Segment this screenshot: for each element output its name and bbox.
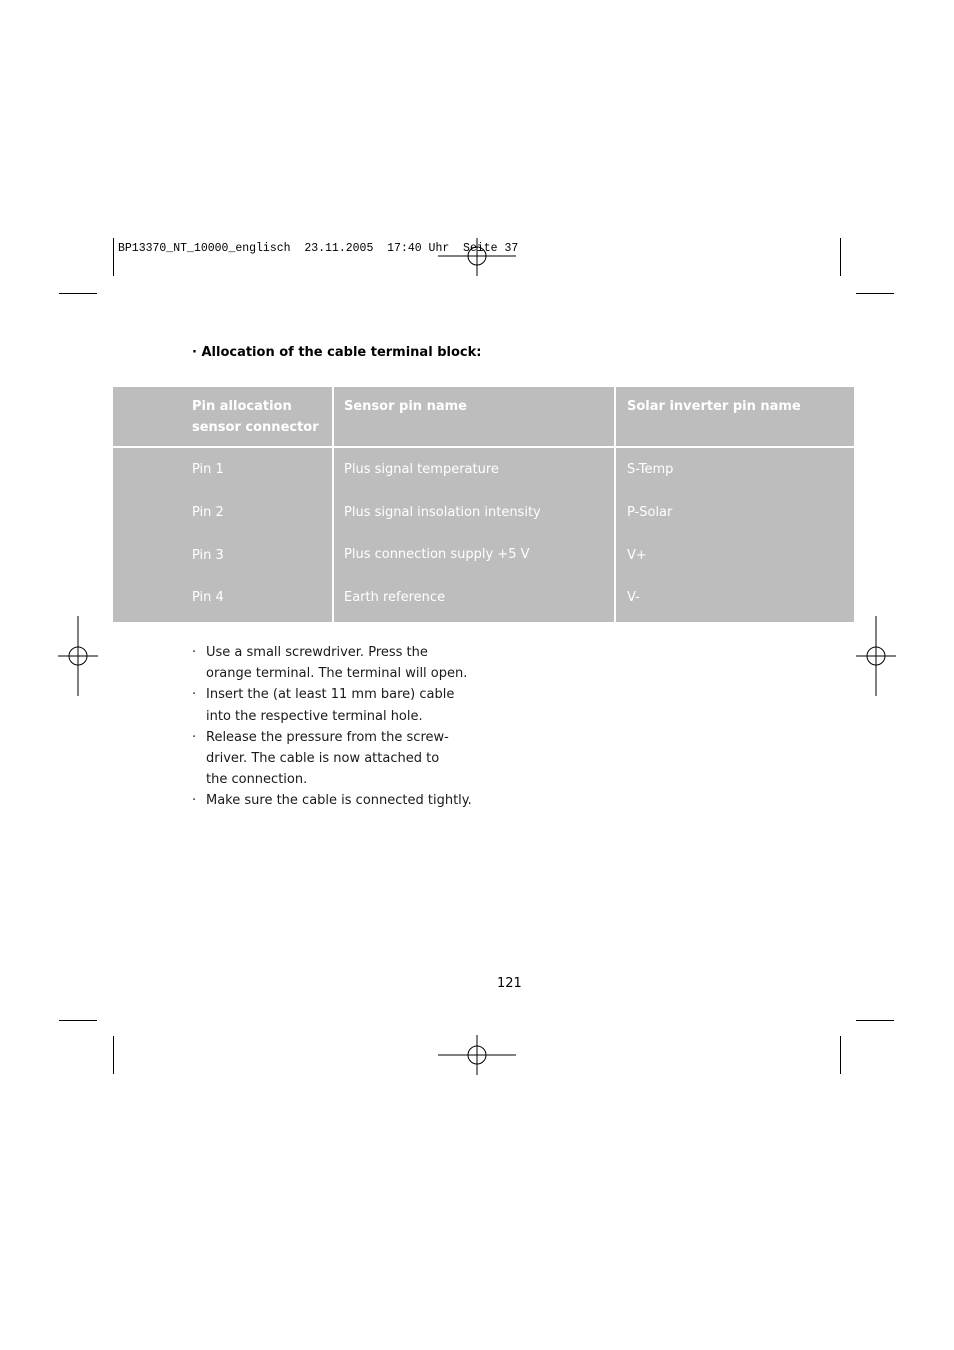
crop-mark-top-right-horizontal [856, 293, 894, 294]
crop-mark-bottom-left-vertical [113, 1036, 114, 1074]
list-item-line: driver. The cable is now attached to [206, 751, 440, 767]
list-item [192, 727, 492, 791]
table-cell-pin: Pin 2 [192, 505, 224, 520]
list-item-line: the connection. [206, 772, 308, 788]
table-cell-sensor-name: Plus connection supply +5 V [344, 547, 530, 562]
table-cell-pin: Pin 4 [192, 590, 224, 605]
bullet-marker: · [192, 729, 197, 745]
bullet-marker: · [192, 645, 197, 660]
list-item-line: into the respective terminal hole. [206, 708, 423, 724]
print-slug: BP13370_NT_10000_englisch 23.11.2005 17:40 Uhr Seite 37 [118, 242, 519, 255]
page-number: 121 [497, 976, 522, 991]
header-pin-allocation-line1: Pin allocation [192, 399, 292, 414]
section-heading: · Allocation of the cable terminal block: [192, 345, 482, 360]
table-cell-inverter-name: P-Solar [627, 505, 673, 520]
list-item [192, 684, 492, 726]
crop-mark-top-right-vertical [840, 238, 841, 276]
bullet-marker: · [192, 793, 197, 809]
crop-mark-bottom-left-horizontal [59, 1020, 97, 1021]
list-item [192, 790, 492, 811]
list-item-line: orange terminal. The terminal will open. [206, 666, 468, 682]
list-item [192, 642, 492, 684]
crop-mark-top-left-horizontal [59, 293, 97, 294]
table-cell-pin: Pin 1 [192, 462, 224, 477]
instruction-list [192, 642, 492, 812]
table-cell-inverter-name: V+ [627, 548, 647, 563]
crop-mark-bottom-right-horizontal [856, 1020, 894, 1021]
list-item-line: Use a small screwdriver. Press the [206, 645, 428, 660]
crop-mark-bottom-right-vertical [840, 1036, 841, 1074]
table-cell-sensor-name: Plus signal insolation intensity [344, 505, 541, 520]
table-cell-sensor-name: Earth reference [344, 590, 446, 605]
header-pin-allocation [192, 396, 319, 438]
header-divider [113, 446, 854, 448]
table-cell-pin: Pin 3 [192, 548, 224, 563]
column-divider [332, 387, 334, 622]
list-item-line: Make sure the cable is connected tightly. [206, 793, 472, 809]
registration-mark-right-icon [856, 616, 896, 696]
list-item-line: Release the pressure from the screw- [206, 729, 449, 745]
table-cell-inverter-name: S-Temp [627, 462, 674, 477]
header-sensor-pin-name: Sensor pin name [344, 399, 467, 414]
registration-mark-bottom-icon [438, 1035, 516, 1075]
table-cell-inverter-name: V- [627, 590, 640, 605]
registration-mark-left-icon [58, 616, 98, 696]
terminal-allocation-table [113, 387, 854, 622]
table-cell-sensor-name: Plus signal temperature [344, 462, 499, 477]
header-solar-inverter-pin-name: Solar inverter pin name [627, 399, 801, 414]
list-item-line: Insert the (at least 11 mm bare) cable [206, 687, 455, 703]
bullet-marker: · [192, 687, 197, 703]
registration-mark-top-icon [438, 238, 516, 278]
crop-mark-top-left-vertical [113, 238, 114, 276]
column-divider [614, 387, 616, 622]
header-pin-allocation-line2: sensor connector [192, 420, 319, 435]
